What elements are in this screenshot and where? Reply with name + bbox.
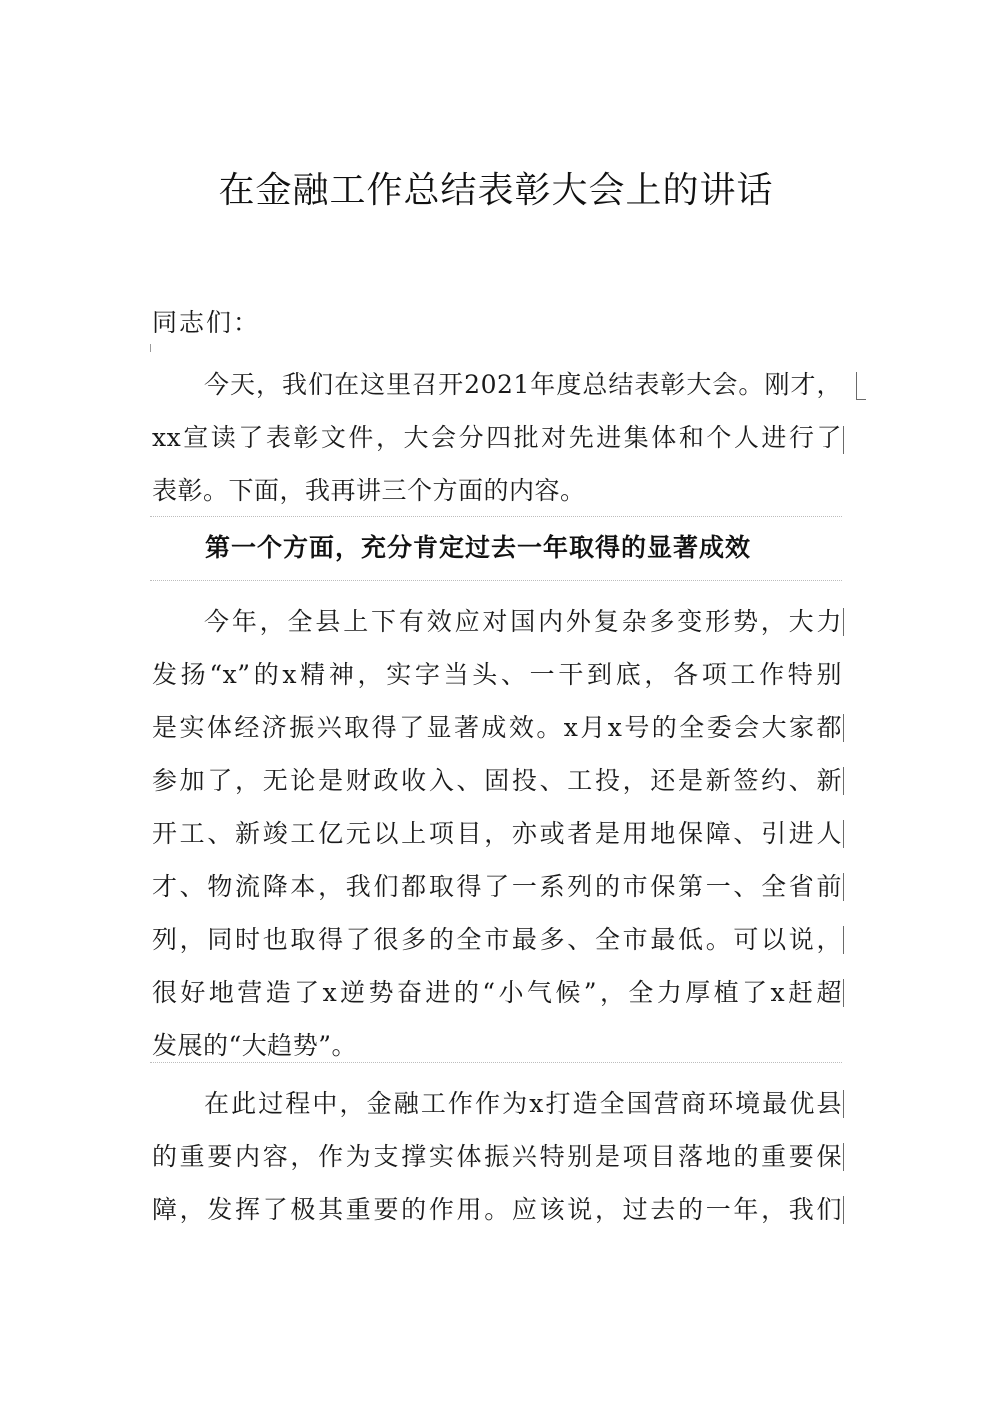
paragraph-separator bbox=[150, 580, 842, 581]
line-end-mark bbox=[843, 979, 844, 1007]
paragraph-line: 在此过程中，金融工作作为x打造全国营商环境最优县 bbox=[204, 1089, 842, 1118]
paragraph-line: 很好地营造了x逆势奋进的“小气候”，全力厚植了x赶超 bbox=[152, 978, 842, 1007]
line-end-mark bbox=[843, 767, 844, 795]
paragraph-end-mark bbox=[856, 372, 866, 400]
paragraph-3 bbox=[152, 1077, 842, 1236]
paragraph-line: 今年，全县上下有效应对国内外复杂多变形势，大力 bbox=[204, 607, 842, 636]
paragraph-line: 列，同时也取得了很多的全市最多、全市最低。可以说， bbox=[152, 925, 842, 954]
paragraph-1 bbox=[152, 358, 842, 517]
document-title: 在金融工作总结表彰大会上的讲话 bbox=[218, 170, 774, 211]
paragraph-line: 发展的“大趋势”。 bbox=[152, 1031, 358, 1060]
line-end-mark bbox=[843, 426, 844, 454]
line-end-mark bbox=[843, 1196, 844, 1224]
paragraph-line: 才、物流降本，我们都取得了一系列的市保第一、全省前 bbox=[152, 872, 842, 901]
paragraph-line: 开工、新竣工亿元以上项目，亦或者是用地保障、引进人 bbox=[152, 819, 842, 848]
paragraph-line: 障，发挥了极其重要的作用。应该说，过去的一年，我们 bbox=[152, 1195, 842, 1224]
paragraph-line: 是实体经济振兴取得了显著成效。x月x号的全委会大家都 bbox=[152, 713, 842, 742]
line-end-mark bbox=[843, 1090, 844, 1118]
layout-mark bbox=[150, 344, 151, 352]
salutation: 同志们： bbox=[152, 308, 261, 337]
line-end-mark bbox=[843, 1143, 844, 1171]
line-end-mark bbox=[843, 873, 844, 901]
line-end-mark bbox=[843, 608, 844, 636]
paragraph-2 bbox=[152, 595, 842, 1072]
line-end-mark bbox=[843, 714, 844, 742]
paragraph-line: 今天，我们在这里召开2021年度总结表彰大会。刚才， bbox=[204, 370, 842, 399]
line-end-mark bbox=[843, 926, 844, 954]
paragraph-line: 参加了，无论是财政收入、固投、工投，还是新签约、新 bbox=[152, 766, 842, 795]
paragraph-line: 表彰。下面，我再讲三个方面的内容。 bbox=[152, 476, 586, 505]
line-end-mark bbox=[843, 820, 844, 848]
paragraph-line: 的重要内容，作为支撑实体振兴特别是项目落地的重要保 bbox=[152, 1142, 842, 1171]
paragraph-line: xx宣读了表彰文件，大会分四批对先进集体和个人进行了 bbox=[152, 423, 842, 452]
section-heading: 第一个方面，充分肯定过去一年取得的显著成效 bbox=[205, 533, 752, 562]
paragraph-line: 发扬“x”的x精神，实字当头、一干到底，各项工作特别 bbox=[152, 660, 842, 689]
